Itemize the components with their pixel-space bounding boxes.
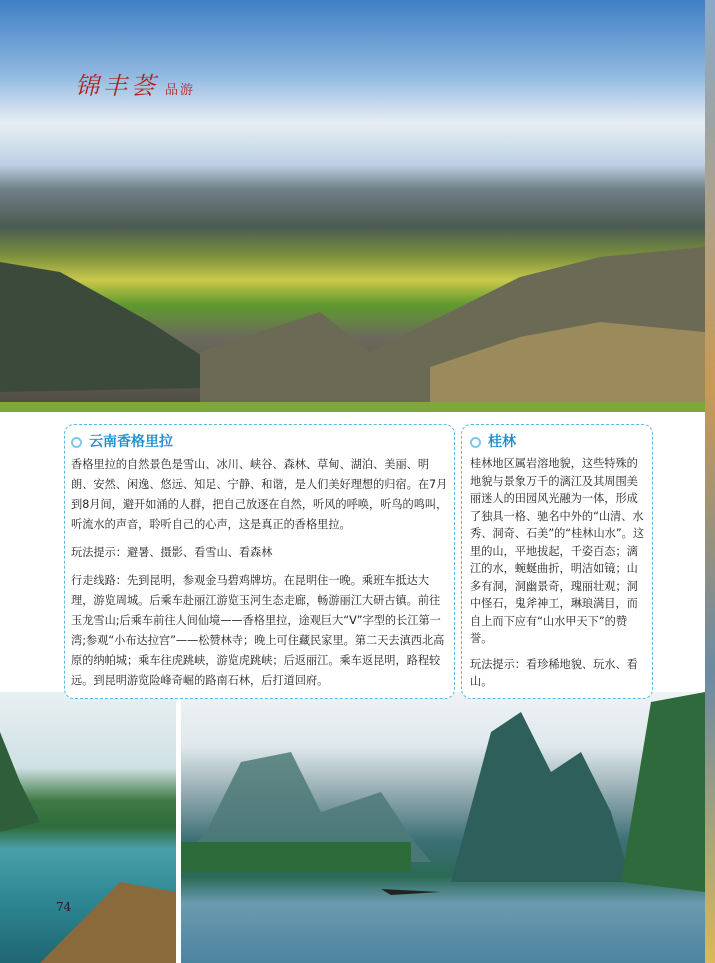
guilin-tips: 玩法提示：看珍稀地貌、玩水、看山。 [470,657,638,688]
shangrila-route: 行走线路：先到昆明，参观金马碧鸡牌坊。在昆明住一晚。乘班车抵达大理，游览周城。后乘车赴丽江游览玉河生态走廊，畅游丽江大研古镇。前往玉龙雪山;后乘车前往人间仙境——香格里拉，途观巨大“V”字型的长江第一湾;参观“小布达拉宫”——松赞林寺；晚上可住藏民家里。第二天去滇西北高原的纳帕城；乘车往虎跳峡，游览虎跳峡；后返丽江。乘车返昆明，路程较远。到昆明游览险峰奇崛的路南石林，后打道回府。 [71,574,445,687]
guilin-intro: 桂林地区属岩溶地貌，这些特殊的地貌与景象万千的漓江及其周围美丽迷人的田园风光融为一体，形成了独具一格、驰名中外的“山清、水秀、洞奇、石美”的“桂林山水”。这里的山，平地拔起，千姿百态；漓江的水，蜿蜒曲折，明洁如镜；山多有洞，洞幽景奇，瑰丽壮观；洞中怪石，鬼斧神工，琳琅满目，而自上而下应有“山水甲天下”的赞誉。 [470,457,645,645]
shangrila-intro: 香格里拉的自然景色是雪山、冰川、峡谷、森林、草甸、湖泊、美丽、明朗、安然、闲逸、悠远、知足、宁静、和谐，是人们美好理想的归宿。在7月到8月间，避开如涌的人群，把自己放逐在自然，听风的呼唤，听鸟的鸣叫，听流水的声音，聆听自己的心声，这是真正的香格里拉。 [71,458,448,531]
circle-bullet-icon [71,437,82,448]
shangrila-title: 云南香格里拉 [89,434,173,450]
raft-illustration [0,692,176,963]
mountain-silhouette [0,152,705,412]
adjacent-page-edge [705,0,715,963]
shangrila-text-box [64,424,455,699]
page-number: 74 [56,900,72,914]
section-label: 品游 [165,83,196,98]
hero-photo-shangrila-valley [0,0,705,412]
photo-li-river-karst [181,692,705,963]
magazine-logo [75,66,195,101]
logo-text: 锦丰荟 [75,72,159,100]
karst-mountains [181,692,705,963]
photo-guilin-bamboo-raft [0,692,176,963]
shangrila-heading [71,432,448,452]
circle-bullet-icon [470,437,481,448]
shangrila-tips: 玩法提示：避暑、摄影、看雪山、看森林 [71,546,273,559]
guilin-heading [470,432,644,452]
guilin-text-box [461,424,653,699]
guilin-title: 桂林 [488,434,516,450]
